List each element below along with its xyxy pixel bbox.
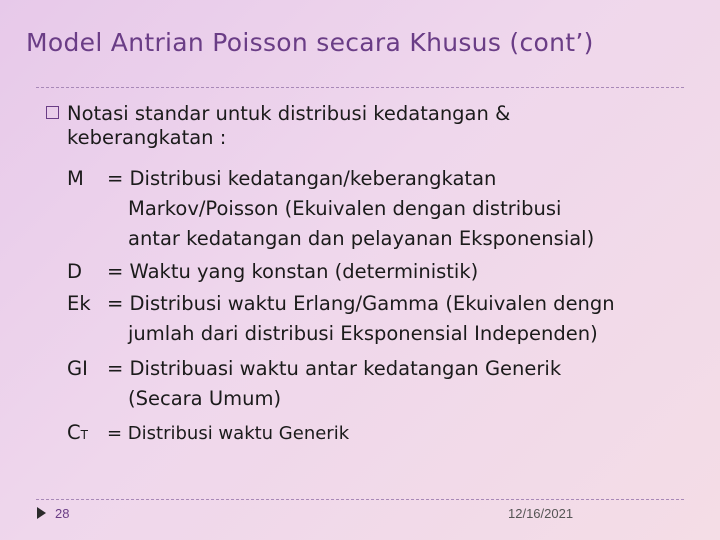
intro-line-2: keberangkatan : <box>67 126 227 149</box>
slide-title: Model Antrian Poisson secara Khusus (cont’) <box>26 28 594 57</box>
intro-line-1: Notasi standar untuk distribusi kedatangan & <box>67 102 511 125</box>
notation-desc-ek-2: jumlah dari distribusi Eksponensial Independen) <box>128 322 598 345</box>
notation-code-ct-main: C <box>67 421 81 444</box>
title-divider <box>36 87 684 88</box>
notation-code-m: M <box>67 167 84 190</box>
notation-desc-m-3: antar kedatangan dan pelayanan Eksponensial) <box>128 227 595 250</box>
notation-desc-ct-1: = Distribusi waktu Generik <box>107 423 350 444</box>
notation-code-ek: Ek <box>67 292 91 315</box>
notation-code-ct-sub: T <box>80 428 88 442</box>
notation-code-gi: GI <box>67 357 88 380</box>
play-triangle-icon <box>37 507 46 519</box>
notation-desc-m-1: = Distribusi kedatangan/keberangkatan <box>107 167 497 190</box>
notation-code-ct <box>67 421 88 447</box>
notation-desc-d-1: = Waktu yang konstan (deterministik) <box>107 260 479 283</box>
page-number: 28 <box>55 506 70 521</box>
notation-desc-gi-2: (Secara Umum) <box>128 387 282 410</box>
footer-divider <box>36 499 684 500</box>
notation-code-d: D <box>67 260 83 283</box>
notation-desc-gi-1: = Distribuasi waktu antar kedatangan Generik <box>107 357 562 380</box>
square-bullet-icon <box>46 106 59 119</box>
footer-date: 12/16/2021 <box>508 506 574 521</box>
notation-desc-m-2: Markov/Poisson (Ekuivalen dengan distribusi <box>128 197 562 220</box>
notation-desc-ek-1: = Distribusi waktu Erlang/Gamma (Ekuivalen dengn <box>107 292 615 315</box>
